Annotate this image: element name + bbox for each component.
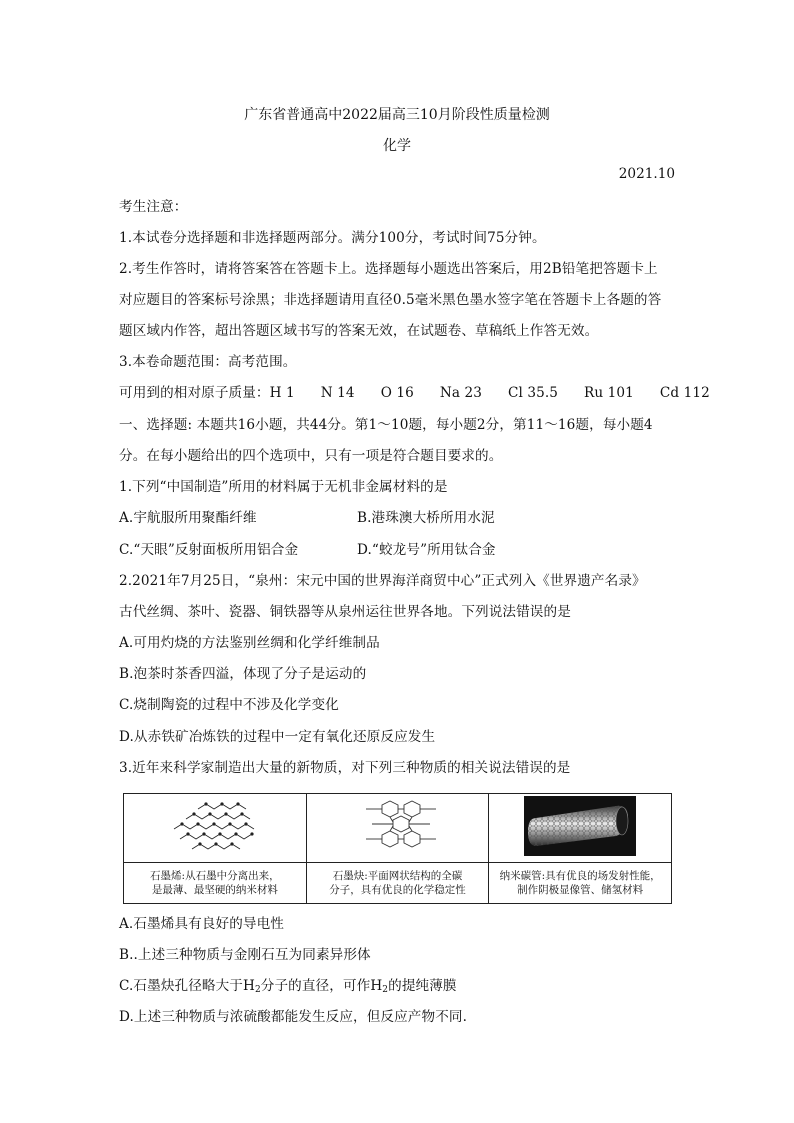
mass-n: N 14 xyxy=(320,385,355,401)
graphene-figure xyxy=(124,794,307,863)
q3-option-c-part2: 分子的直径，可作H xyxy=(260,978,383,994)
q3-option-c-part1: C.石墨炔孔径略大于H xyxy=(119,978,255,994)
graphdiyne-network-icon xyxy=(342,795,452,857)
q2-option-d: D.从赤铁矿冶炼铁的过程中一定有氧化还原反应发生 xyxy=(119,729,436,745)
nanotube-figure xyxy=(489,794,672,863)
q3-stem: 3.近年来科学家制造出大量的新物质，对下列三种物质的相关说法错误的是 xyxy=(119,760,571,776)
atomic-masses-label: 可用到的相对原子质量： xyxy=(119,385,270,401)
exam-subject: 化学 xyxy=(383,138,411,154)
mass-h: H 1 xyxy=(269,385,295,401)
mass-na: Na 23 xyxy=(439,385,482,401)
notice-item-3: 3.本卷命题范围：高考范围。 xyxy=(119,354,297,370)
q1-stem: 1.下列“中国制造”所用的材料属于无机非金属材料的是 xyxy=(119,479,448,495)
q1-option-c: C.“天眼”反射面板所用铝合金 xyxy=(119,542,299,558)
section1-line2: 分。在每小题给出的四个选项中，只有一项是符合题目要求的。 xyxy=(119,448,503,464)
nanotube-caption-line2: 制作阴极显像管、储氢材料 xyxy=(517,884,644,896)
notice-item-1: 1.本试卷分选择题和非选择题两部分。满分100分，考试时间75分钟。 xyxy=(119,230,546,246)
q1-option-a: A.宇航服所用聚酯纤维 xyxy=(119,510,257,526)
q3-option-a: A.石墨烯具有良好的导电性 xyxy=(119,916,284,932)
graphene-lattice-icon xyxy=(160,795,270,857)
mass-ru: Ru 101 xyxy=(584,385,634,401)
q3-option-b: B..上述三种物质与金刚石互为同素异形体 xyxy=(119,947,371,963)
atomic-masses xyxy=(119,385,710,401)
q1-option-b: B.港珠澳大桥所用水泥 xyxy=(357,510,495,526)
graphdiyne-caption-line1: 石墨炔:平面网状结构的全碳 xyxy=(332,870,463,882)
graphene-caption xyxy=(124,863,307,904)
exam-title: 广东省普通高中2022届高三10月阶段性质量检测 xyxy=(244,107,550,123)
q2-option-a: A.可用灼烧的方法鉴别丝绸和化学纤维制品 xyxy=(119,635,380,651)
mass-cd: Cd 112 xyxy=(659,385,710,401)
notice-item-2-line1: 2.考生作答时，请将答案答在答题卡上。选择题每小题选出答案后，用2B铅笔把答题卡上 xyxy=(119,261,658,277)
q3-option-c-part3: 的提纯薄膜 xyxy=(388,978,457,994)
q3-option-c-sub2: 2 xyxy=(382,985,389,995)
q1-option-d: D.“蛟龙号”所用钛合金 xyxy=(357,542,496,558)
section1-line1: 一、选择题: 本题共16小题，共44分。第1～10题，每小题2分，第11～16题，每小题4 xyxy=(119,417,653,433)
q3-option-c xyxy=(119,978,457,998)
carbon-nanotube-icon xyxy=(524,796,636,856)
q1-options-row1 xyxy=(119,510,495,526)
graphdiyne-caption xyxy=(306,863,489,904)
q3-option-c-sub1: 2 xyxy=(254,985,261,995)
nanotube-caption-line1: 纳米碳管:具有优良的场发射性能， xyxy=(499,870,661,882)
notice-heading: 考生注意： xyxy=(119,199,188,215)
q2-stem-line1: 2.2021年7月25日，“泉州：宋元中国的世界海洋商贸中心”正式列入《世界遗产名录》 xyxy=(119,573,646,589)
graphdiyne-caption-line2: 分子，具有优良的化学稳定性 xyxy=(329,884,466,896)
mass-cl: Cl 35.5 xyxy=(507,385,559,401)
q1-options-row2 xyxy=(119,542,496,558)
mass-o: O 16 xyxy=(380,385,414,401)
notice-item-2-line2: 对应题目的答案标号涂黑；非选择题请用直径0.5毫米黑色墨水签字笔在答题卡上各题的答 xyxy=(119,292,662,308)
q3-materials-table xyxy=(123,793,672,904)
q2-stem-line2: 古代丝绸、茶叶、瓷器、铜铁器等从泉州运往世界各地。下列说法错误的是 xyxy=(119,604,571,620)
graphene-caption-line2: 是最薄、最坚硬的纳米材料 xyxy=(151,884,278,896)
nanotube-caption xyxy=(489,863,672,904)
graphdiyne-figure xyxy=(306,794,489,863)
graphene-caption-line1: 石墨烯:从石墨中分离出来， xyxy=(150,870,280,882)
q2-option-b: B.泡茶时茶香四溢，体现了分子是运动的 xyxy=(119,666,367,682)
q3-option-d: D.上述三种物质与浓硫酸都能发生反应，但反应产物不同. xyxy=(119,1009,468,1025)
notice-item-2-line3: 题区域内作答，超出答题区域书写的答案无效，在试题卷、草稿纸上作答无效。 xyxy=(119,323,599,339)
q2-option-c: C.烧制陶瓷的过程中不涉及化学变化 xyxy=(119,697,339,713)
exam-date: 2021.10 xyxy=(618,166,675,182)
